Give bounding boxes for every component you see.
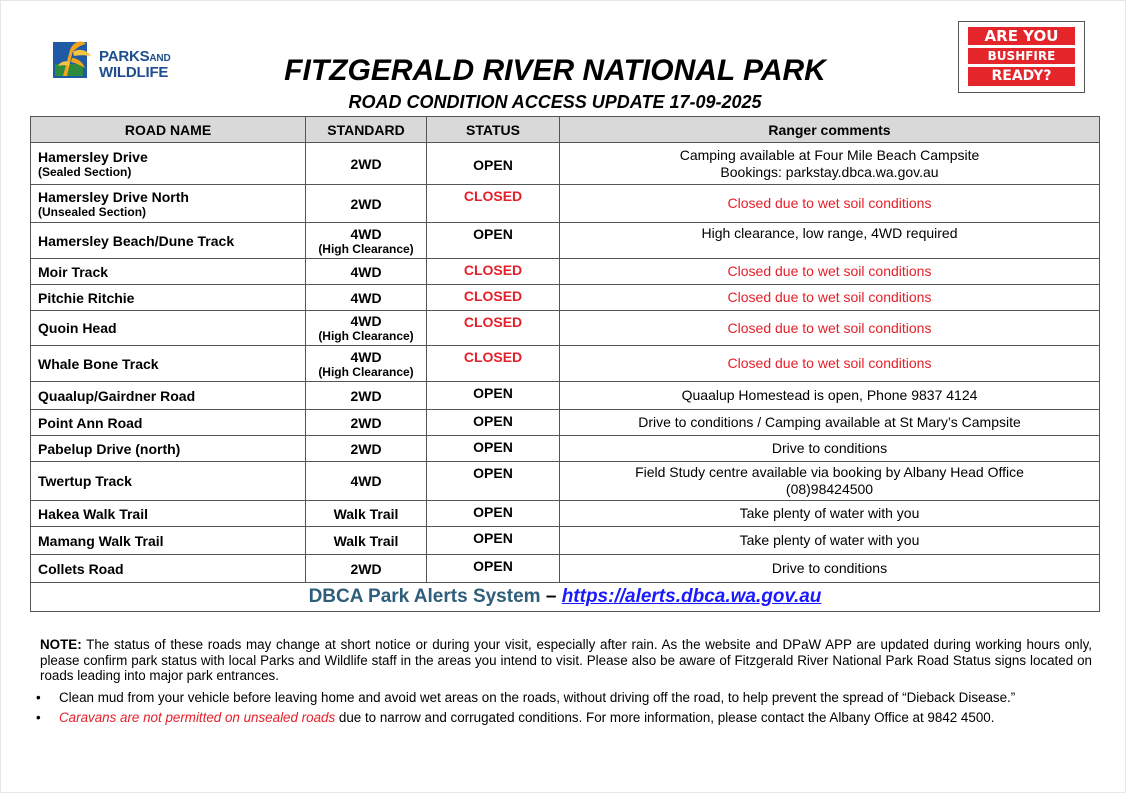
road-name-sub: (Unsealed Section): [38, 204, 147, 219]
comment: Quaalup Homestead is open, Phone 9837 4124: [560, 382, 1100, 410]
comment: Closed due to wet soil conditions: [560, 311, 1100, 346]
road-name: Quaalup/Gairdner Road: [31, 382, 306, 410]
road-name: Hakea Walk Trail: [31, 501, 306, 527]
table-row: [31, 382, 1100, 410]
alerts-cell: [31, 583, 1100, 612]
header-road-name: ROAD NAME: [31, 117, 306, 143]
comment-line2: Bookings: parkstay.dbca.wa.gov.au: [720, 163, 939, 180]
standard: 2WD: [306, 436, 427, 462]
road-name-sub: (Sealed Section): [38, 164, 132, 179]
badge-line2: BUSHFIRE: [968, 48, 1075, 64]
alerts-link[interactable]: https://alerts.dbca.wa.gov.au: [561, 586, 822, 607]
standard: 2WD: [306, 185, 427, 223]
road-status-table: [30, 116, 1100, 612]
table-row: [31, 143, 1100, 185]
road-name: Point Ann Road: [31, 410, 306, 436]
comment-cell: [560, 143, 1100, 185]
standard: 2WD: [306, 410, 427, 436]
status: CLOSED: [427, 346, 560, 382]
road-name: Mamang Walk Trail: [31, 527, 306, 555]
road-name: Hamersley Drive North: [38, 188, 189, 205]
standard-cell: [306, 311, 427, 346]
status: CLOSED: [427, 311, 560, 346]
standard: 2WD: [306, 382, 427, 410]
status: CLOSED: [427, 259, 560, 285]
bullet-text: Clean mud from your vehicle before leaving home and avoid wet areas on the roads, without driving off the road, to help prevent the spread of “Dieback Disease.”: [59, 690, 1016, 705]
comment: Take plenty of water with you: [560, 501, 1100, 527]
status: OPEN: [427, 223, 560, 259]
header-ranger-comments: Ranger comments: [560, 117, 1100, 143]
page-subtitle: ROAD CONDITION ACCESS UPDATE 17-09-2025: [348, 92, 762, 112]
header-status: STATUS: [427, 117, 560, 143]
list-item: [36, 688, 1106, 708]
status: OPEN: [427, 410, 560, 436]
bullet-icon: •: [36, 690, 41, 705]
logo-line2: WILDLIFE: [99, 64, 169, 81]
table-row: [31, 223, 1100, 259]
comment: Drive to conditions / Camping available at St Mary’s Campsite: [560, 410, 1100, 436]
table-header-row: [31, 117, 1100, 143]
standard-cell: [306, 223, 427, 259]
standard: 4WD: [306, 462, 427, 501]
comment-line2: (08)98424500: [785, 481, 874, 497]
comment: Drive to conditions: [560, 436, 1100, 462]
logo-line1: PARKS: [99, 48, 150, 65]
standard-cell: [306, 346, 427, 382]
status: CLOSED: [427, 185, 560, 223]
header-standard: STANDARD: [306, 117, 427, 143]
standard: 4WD: [350, 313, 382, 329]
comment: Closed due to wet soil conditions: [560, 346, 1100, 382]
standard-sub: (High Clearance): [318, 364, 414, 379]
road-name: Quoin Head: [31, 311, 306, 346]
road-name: Hamersley Drive: [38, 148, 148, 165]
table-row: [31, 410, 1100, 436]
status: OPEN: [427, 382, 560, 410]
comment: Take plenty of water with you: [560, 527, 1100, 555]
bullet-list: [36, 688, 1106, 728]
comment: Closed due to wet soil conditions: [560, 185, 1100, 223]
table-row: [31, 527, 1100, 555]
standard: 4WD: [306, 259, 427, 285]
status: OPEN: [427, 436, 560, 462]
kangaroo-paw-icon: [53, 36, 95, 82]
table-row: [31, 555, 1100, 583]
status: OPEN: [427, 143, 560, 185]
alerts-dash: –: [545, 586, 557, 607]
bushfire-ready-badge: [958, 21, 1085, 93]
comment: Camping available at Four Mile Beach Campsite: [679, 146, 980, 163]
table-row: [31, 346, 1100, 382]
status: OPEN: [427, 501, 560, 527]
standard-sub: (High Clearance): [318, 241, 414, 256]
road-name: Twertup Track: [31, 462, 306, 501]
road-name: Pabelup Drive (north): [31, 436, 306, 462]
table-row: [31, 311, 1100, 346]
table-row: [31, 462, 1100, 501]
road-name-cell: [31, 185, 306, 223]
standard: Walk Trail: [306, 527, 427, 555]
comment-cell: [560, 462, 1100, 501]
badge-line3: READY?: [968, 67, 1075, 86]
status: OPEN: [427, 555, 560, 583]
standard: 4WD: [306, 285, 427, 311]
standard: 2WD: [306, 143, 427, 185]
caravan-warning: Caravans are not permitted on unsealed roads: [59, 710, 336, 725]
comment: Drive to conditions: [560, 555, 1100, 583]
road-name: Hamersley Beach/Dune Track: [31, 223, 306, 259]
standard: 4WD: [350, 225, 382, 242]
logo-and: AND: [149, 53, 171, 64]
road-name: Pitchie Ritchie: [31, 285, 306, 311]
status: OPEN: [427, 462, 560, 501]
road-name: Collets Road: [31, 555, 306, 583]
alerts-row: [31, 583, 1100, 612]
note-paragraph: [40, 637, 1092, 684]
table-row: [31, 501, 1100, 527]
note-text: The status of these roads may change at short notice or during your visit, especially after rain. As the website and DPaW APP are updated during working hours only, please confirm park status with local Parks and Wildlife staff in the areas you intend to visit. Please also be aware of Fitzgerald River National Park Road Status signs located on roads leading into major park entrances.: [40, 637, 1092, 683]
comment: Field Study centre available via booking by Albany Head Office: [635, 464, 1024, 480]
road-name: Moir Track: [31, 259, 306, 285]
standard: 2WD: [306, 555, 427, 583]
page-title: FITZGERALD RIVER NATIONAL PARK: [284, 54, 826, 87]
status: CLOSED: [427, 285, 560, 311]
badge-line1: ARE YOU: [968, 27, 1075, 45]
comment: High clearance, low range, 4WD required: [560, 223, 1100, 259]
status: OPEN: [427, 527, 560, 555]
comment: Closed due to wet soil conditions: [560, 285, 1100, 311]
bullet-icon: •: [36, 710, 41, 725]
table-row: [31, 285, 1100, 311]
comment: Closed due to wet soil conditions: [560, 259, 1100, 285]
table-row: [31, 259, 1100, 285]
table-row: [31, 436, 1100, 462]
table-row: [31, 185, 1100, 223]
bullet-text: due to narrow and corrugated conditions. For more information, please contact the Albany Office at 9842 4500.: [335, 710, 995, 725]
standard: Walk Trail: [306, 501, 427, 527]
list-item: [36, 708, 1106, 728]
road-name: Whale Bone Track: [31, 346, 306, 382]
alerts-label: DBCA Park Alerts System: [308, 586, 541, 607]
standard: 4WD: [350, 348, 382, 365]
note-label: NOTE:: [40, 637, 82, 652]
road-name-cell: [31, 143, 306, 185]
standard-sub: (High Clearance): [318, 329, 414, 343]
